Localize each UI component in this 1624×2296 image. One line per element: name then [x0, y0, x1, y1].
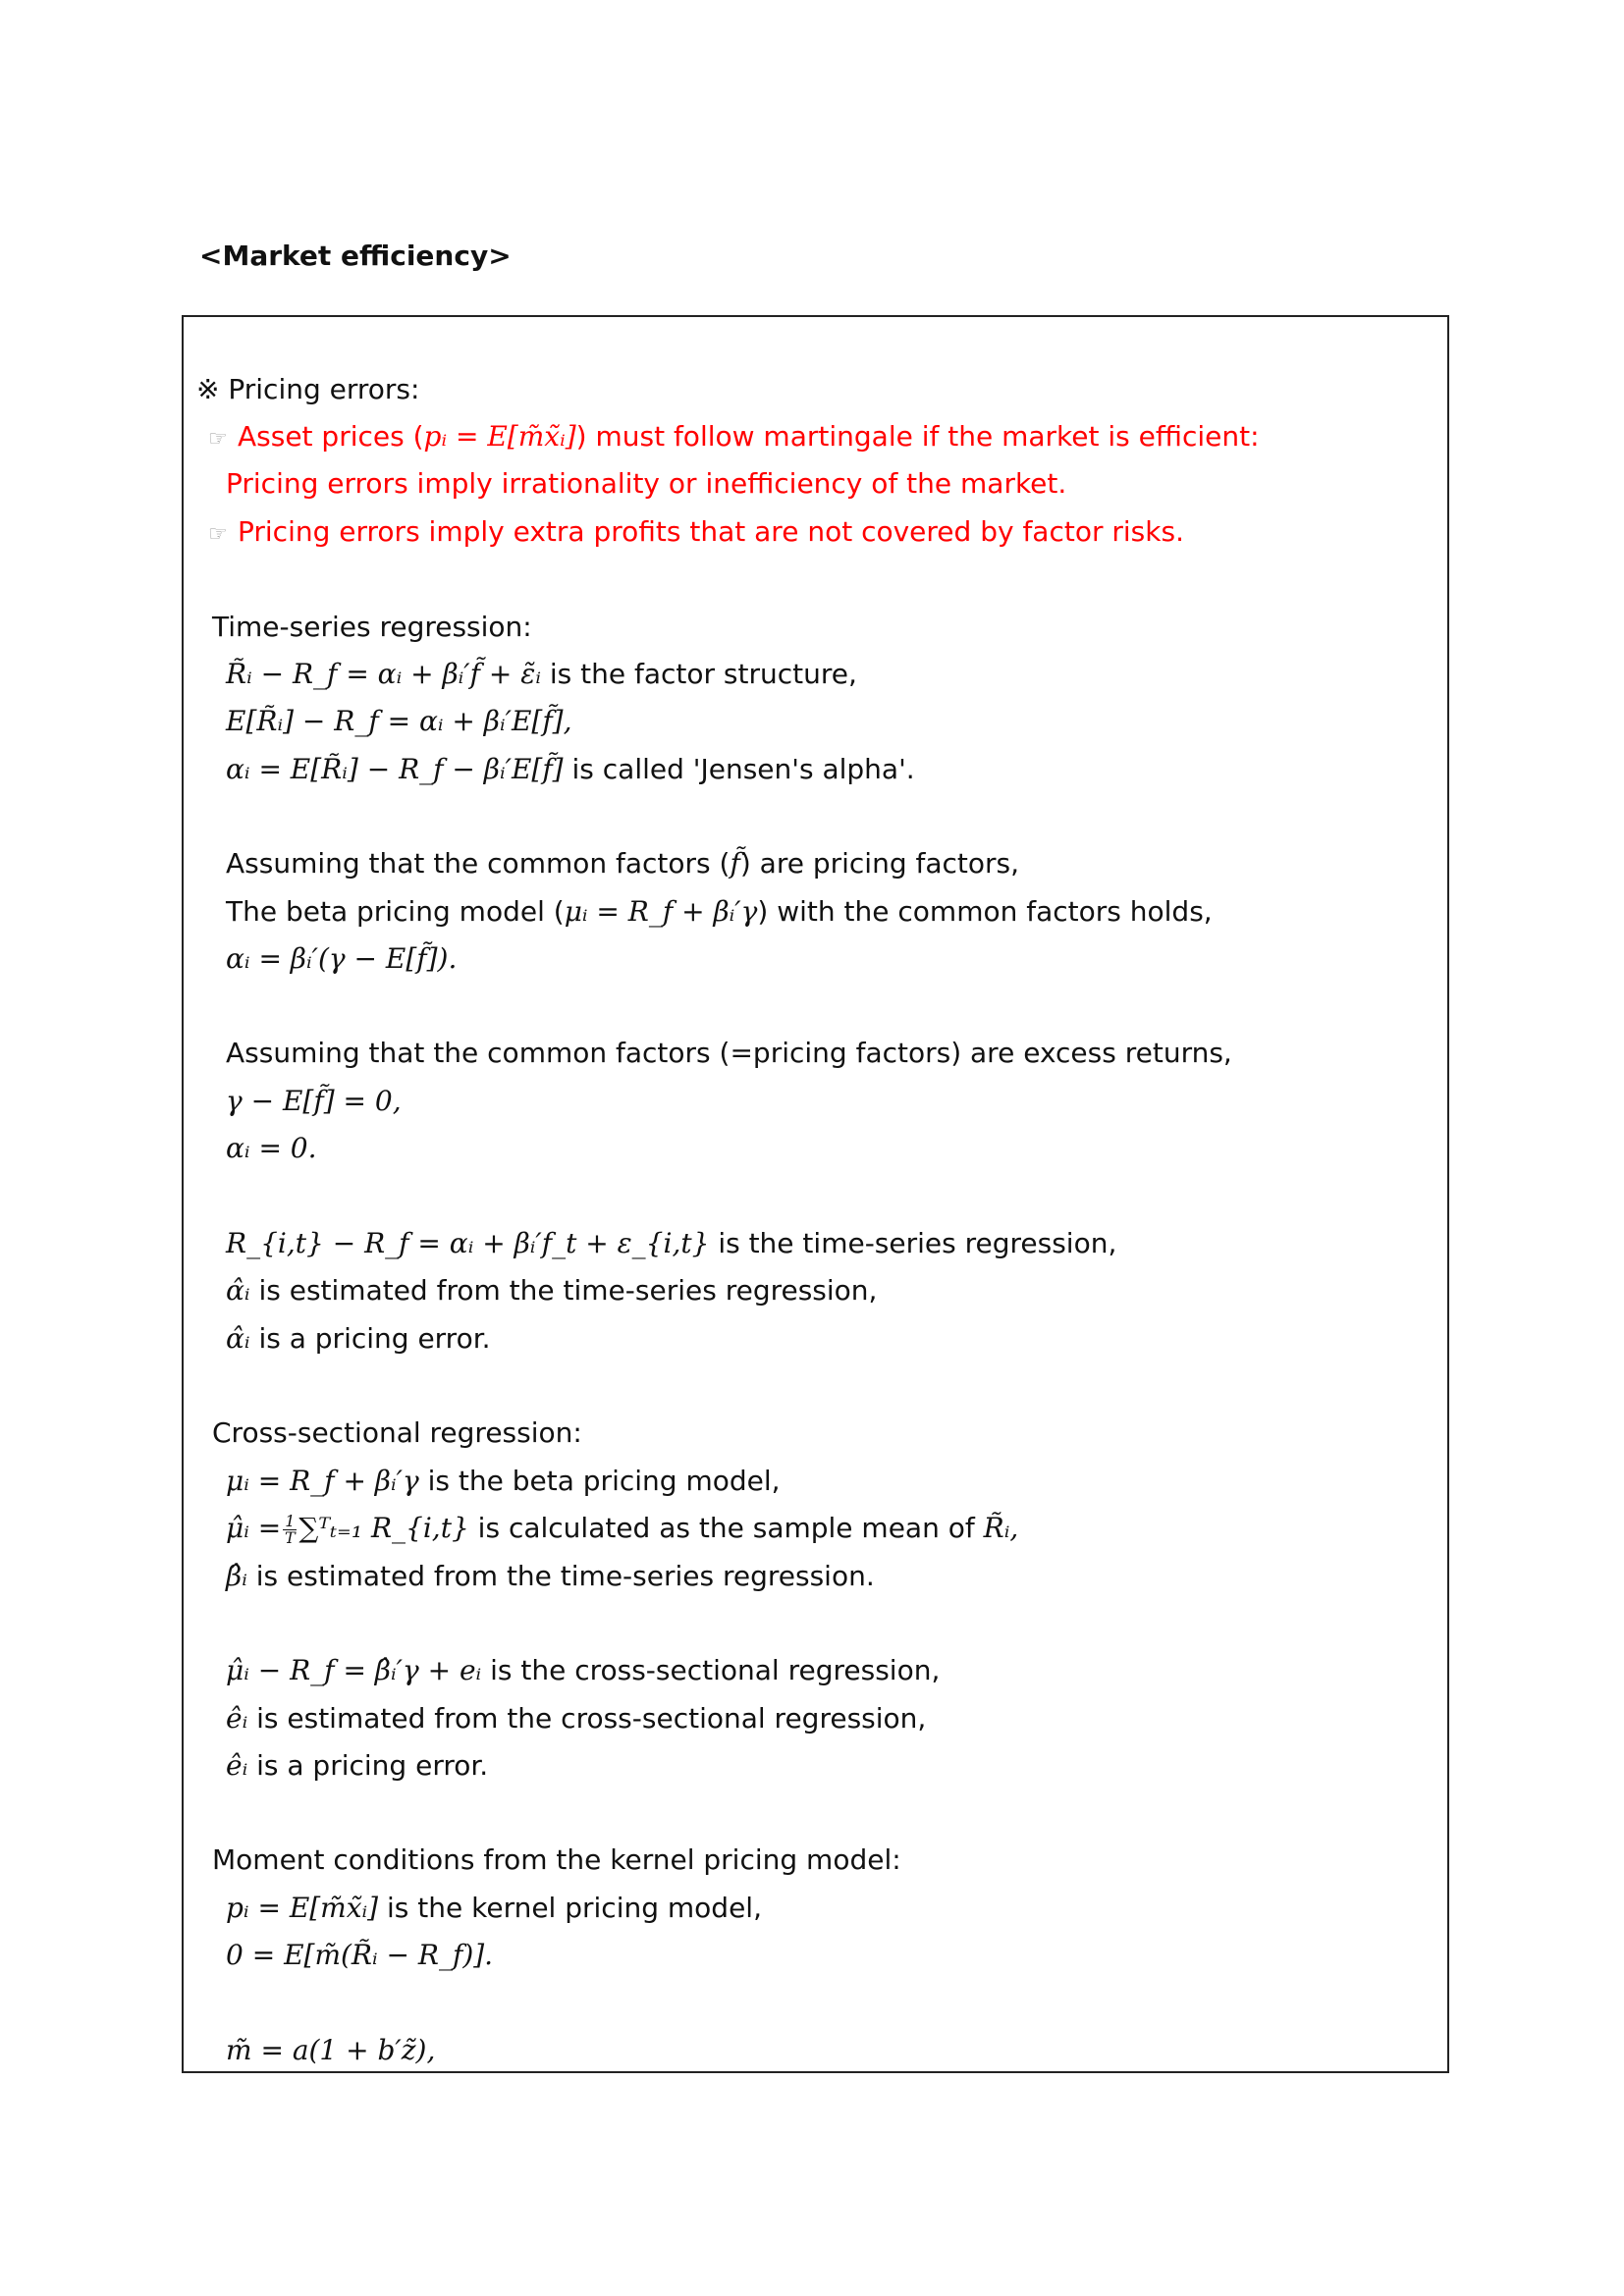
line-e-hat-error: êᵢ is a pricing error.: [226, 1749, 489, 1782]
equation-cs-regression: μ̂ᵢ − R_f = β̂ᵢ′γ + eᵢ is the cross-sectional regression,: [226, 1654, 941, 1686]
equation-kernel-linear: m̃ = a(1 + b′z̃),: [226, 2034, 436, 2066]
line-beta-hat-estimated: β̂ᵢ is estimated from the time-series regression.: [226, 1560, 875, 1592]
hand-pointer-icon: ☞: [208, 427, 228, 452]
line-extra-profits: ☞ Pricing errors imply extra profits that are not covered by factor risks.: [208, 515, 1184, 552]
line-alpha-hat-estimated: α̂ᵢ is estimated from the time-series regression,: [226, 1274, 878, 1307]
hand-pointer-icon: ☞: [208, 522, 228, 547]
equation-gamma-zero: γ − E[f̃] = 0,: [226, 1085, 402, 1117]
equation-alpha-beta: αᵢ = βᵢ′(γ − E[f̃]).: [226, 942, 458, 975]
line-pricing-errors: ※ Pricing errors:: [196, 373, 420, 405]
equation-moment-zero: 0 = E[m̃(R̃ᵢ − R_f)].: [226, 1939, 494, 1971]
heading-cross-sectional: Cross-sectional regression:: [212, 1416, 582, 1449]
content-box: [182, 315, 1449, 2073]
equation-factor-structure: R̃ᵢ − R_f = αᵢ + βᵢ′f̃ + ε̃ᵢ is the factor structure,: [226, 658, 857, 690]
line-e-hat-estimated: êᵢ is estimated from the cross-sectional regression,: [226, 1702, 927, 1735]
line-assuming-pricing-factors: Assuming that the common factors (f̃) are pricing factors,: [226, 847, 1020, 880]
equation-kernel-pricing: pᵢ = E[m̃x̃ᵢ] is the kernel pricing model,: [226, 1892, 762, 1924]
equation-expected-return: E[R̃ᵢ] − R_f = αᵢ + βᵢ′E[f̃],: [226, 705, 572, 737]
page-heading: <Market efficiency>: [199, 240, 512, 272]
fraction-one-over-t: $\frac{1}{T}$: [284, 1511, 296, 1547]
heading-moment-conditions: Moment conditions from the kernel pricing model:: [212, 1843, 901, 1876]
equation-ts-regression: R_{i,t} − R_f = αᵢ + βᵢ′f_t + ε_{i,t} is the time-series regression,: [226, 1227, 1117, 1259]
equation-sample-mean: μ̂ᵢ = $\frac{1}{T}$ ∑ᵀₜ₌₁ R_{i,t} is calculated as the sample mean of R̃ᵢ,: [226, 1511, 1019, 1547]
line-alpha-hat-error: α̂ᵢ is a pricing error.: [226, 1322, 491, 1355]
line-excess-returns: Assuming that the common factors (=pricing factors) are excess returns,: [226, 1037, 1232, 1069]
line-beta-pricing-model: The beta pricing model (μᵢ = R_f + βᵢ′γ) with the common factors holds,: [226, 895, 1213, 928]
equation-beta-pricing: μᵢ = R_f + βᵢ′γ is the beta pricing model,: [226, 1465, 781, 1497]
line-irrationality: Pricing errors imply irrationality or inefficiency of the market.: [226, 467, 1067, 500]
line-asset-prices: ☞ Asset prices (pᵢ = E[m̃x̃ᵢ]) must follow martingale if the market is efficient:: [208, 420, 1260, 456]
heading-time-series: Time-series regression:: [212, 611, 532, 643]
equation-jensens-alpha: αᵢ = E[R̃ᵢ] − R_f − βᵢ′E[f̃] is called 'Jensen's alpha'.: [226, 753, 915, 785]
equation-alpha-zero: αᵢ = 0.: [226, 1132, 317, 1164]
